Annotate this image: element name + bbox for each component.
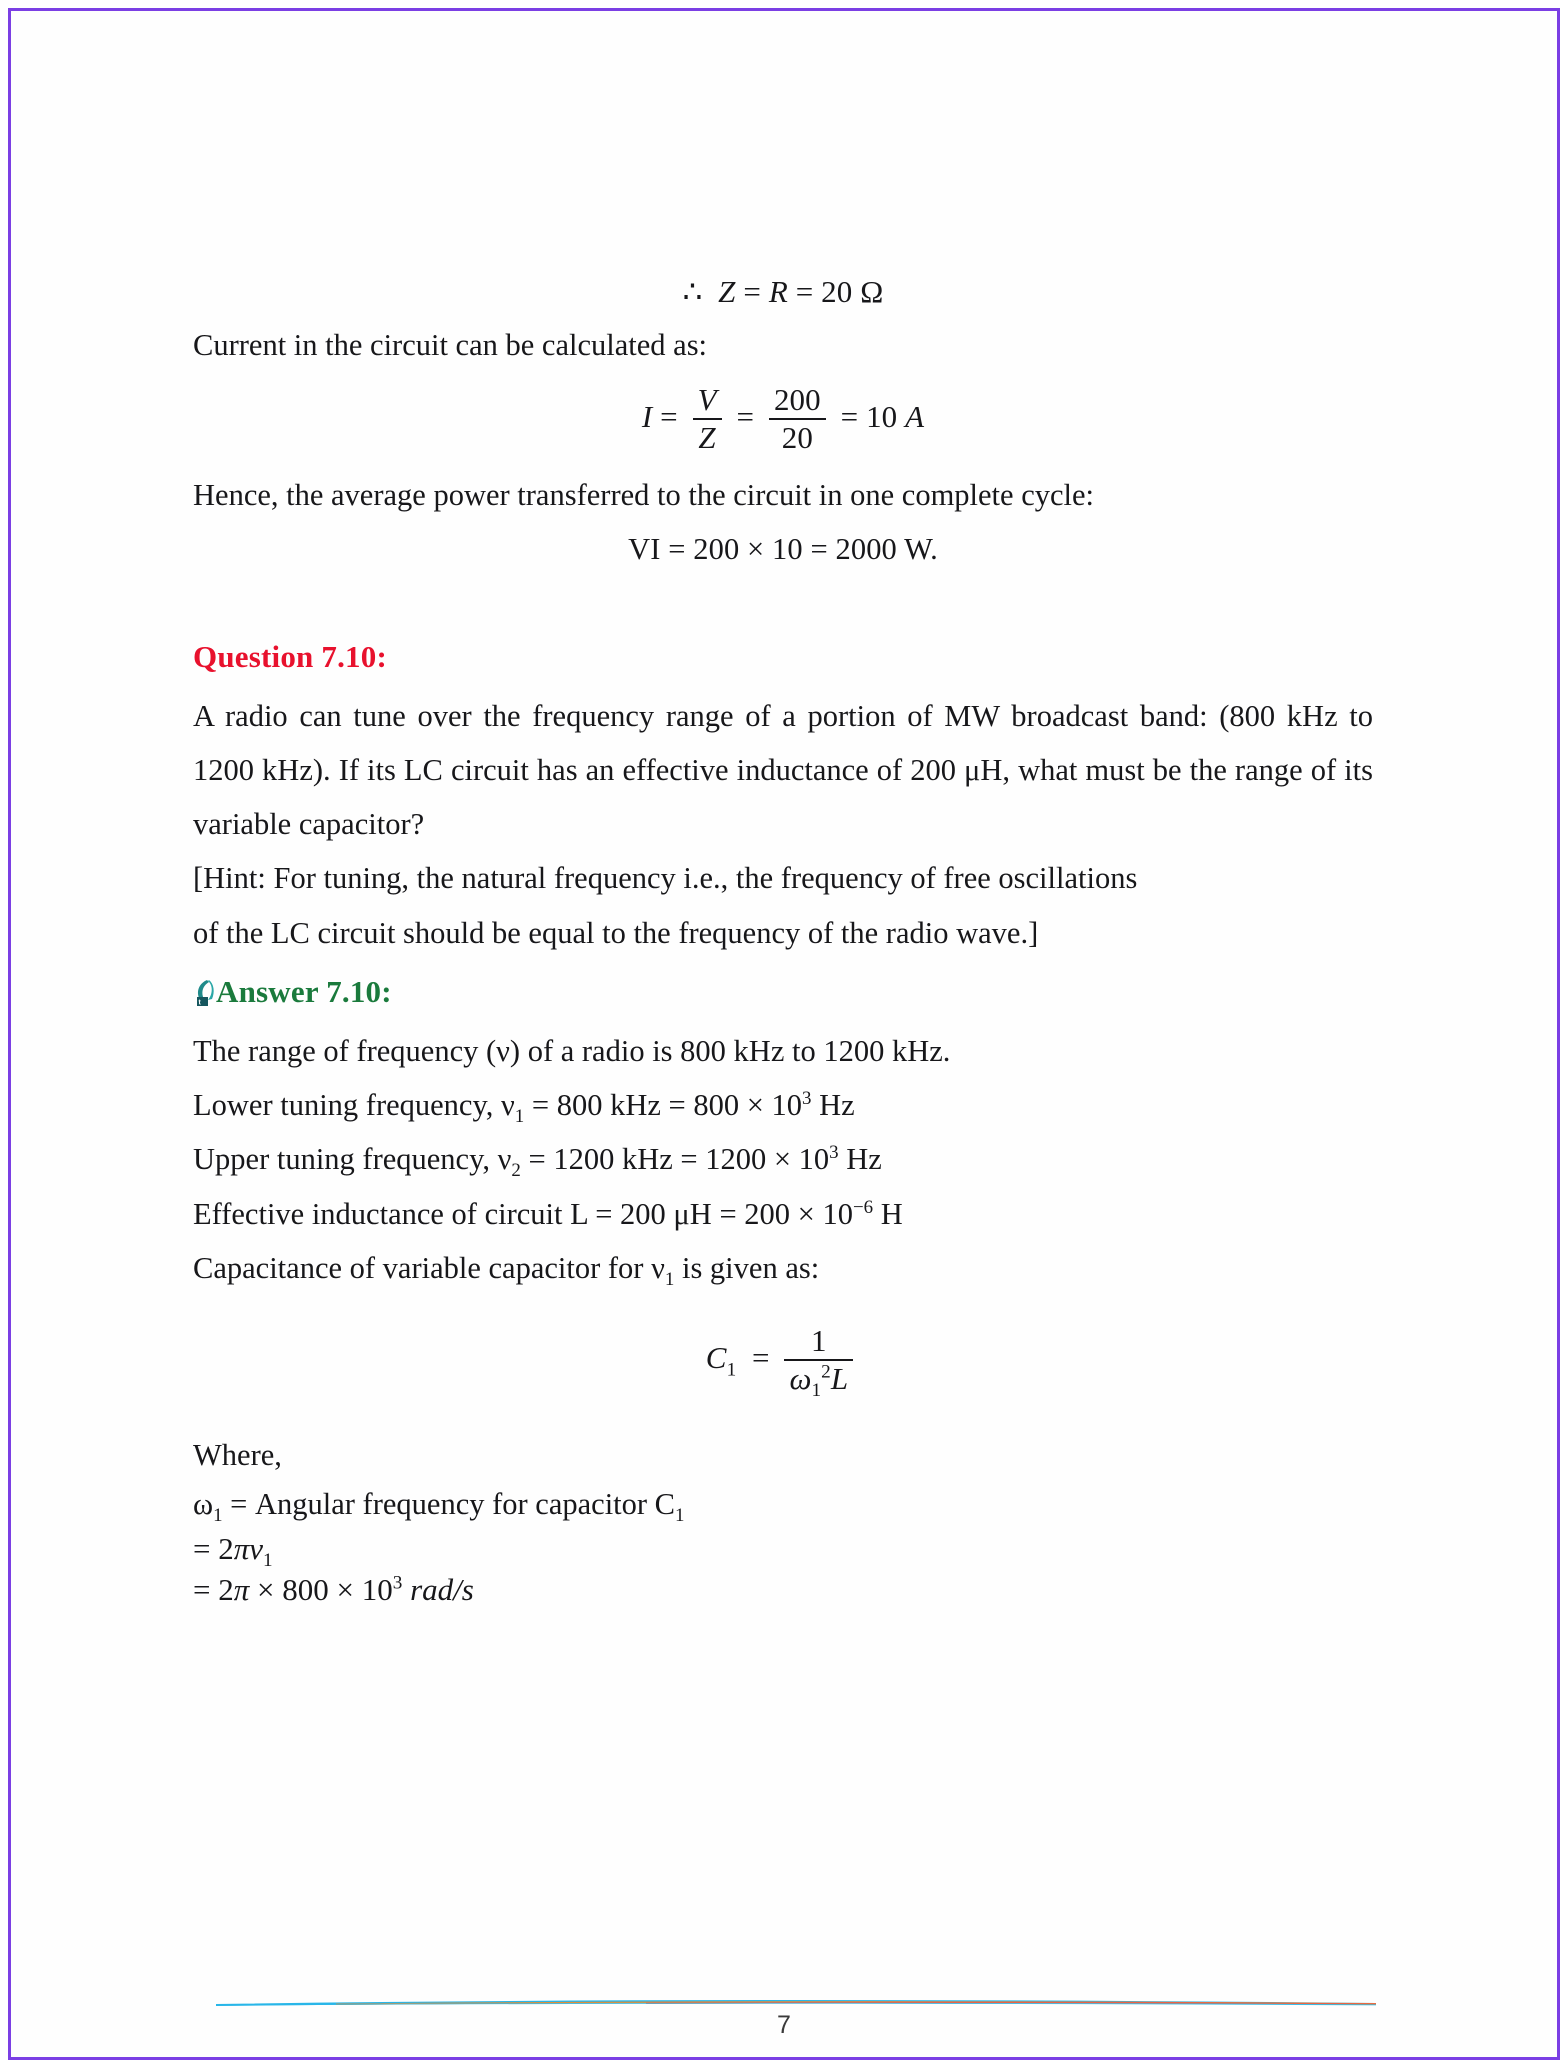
- answer-range-line: The range of frequency (ν) of a radio is 800 kHz to 1200 kHz.: [193, 1033, 951, 1068]
- page-number: 7: [777, 2011, 791, 2039]
- question-heading: Question 7.10:: [193, 638, 387, 674]
- equation-current: I = $\frac{V}{Z}$ = $\frac{200}{20}$ = 10 A: [641, 382, 925, 455]
- answer-capacitance-intro: Capacitance of variable capacitor for $\nu_1$ is given as:: [193, 1251, 820, 1291]
- svg-text:t: t: [198, 999, 202, 1007]
- answer-heading: [193, 974, 1373, 1010]
- fraction-v-over-z: $\frac{V}{Z}$: [693, 383, 722, 455]
- fraction-200-over-20: $\frac{200}{20}$: [769, 383, 826, 455]
- question-hint-line1: [Hint: For tuning, the natural frequency i.e., the frequency of free oscillations: [193, 861, 1138, 896]
- current-intro-text: Current in the circuit can be calculated as:: [193, 328, 708, 362]
- omega-line-2: = $2\pi\nu_1$: [193, 1530, 273, 1571]
- leaf-bookmark-icon: [193, 978, 215, 1008]
- equation-capacitance-c1: $C_1$ = $\frac{1}{\omega_1^2L}$: [193, 1325, 1373, 1397]
- document-content: [193, 276, 1373, 1611]
- answer-lower-frequency: Lower tuning frequency, $\nu_1 = 800$ kHz = $800 \times 10^3$ Hz: [193, 1088, 855, 1128]
- page-border: [8, 8, 1560, 2060]
- question-hint-line2: of the LC circuit should be equal to the frequency of the radio wave.]: [193, 915, 1039, 950]
- omega-definition: $\omega_1$ = Angular frequency for capacitor $C_1$: [193, 1486, 685, 1526]
- equation-power: VI = 200 × 10 = 2000 W.: [628, 532, 938, 566]
- footer-divider: [216, 1996, 1376, 2008]
- question-paragraph: A radio can tune over the frequency range of a portion of MW broadcast band: (800 kHz to 1200 kHz). If its LC circuit has an effective inductance of 200 μH, what must be the range of its variable capacitor?: [193, 698, 1373, 842]
- where-label: Where,: [193, 1437, 282, 1472]
- answer-effective-inductance: Effective inductance of circuit L = 200 $\mu H = 200 \times 10^{-6}$ H: [193, 1196, 903, 1231]
- page-surface: [11, 11, 1557, 2057]
- answer-upper-frequency: Upper tuning frequency, $\nu_2 = 1200$ kHz = $1200 \times 10^3$ Hz: [193, 1142, 882, 1182]
- answer-heading-label: Answer 7.10:: [216, 973, 392, 1009]
- power-intro-text: Hence, the average power transferred to the circuit in one complete cycle:: [193, 477, 1095, 512]
- equation-impedance: ∴ Z = R = 20 Ω: [682, 274, 884, 309]
- omega-line-3: = $2\pi \times 800 \times 10^3$ rad/s: [193, 1572, 474, 1608]
- fraction-one-over-omega-squared-L: $\frac{1}{\omega_1^2L}$: [784, 1324, 853, 1396]
- therefore-icon: ∴: [682, 274, 703, 309]
